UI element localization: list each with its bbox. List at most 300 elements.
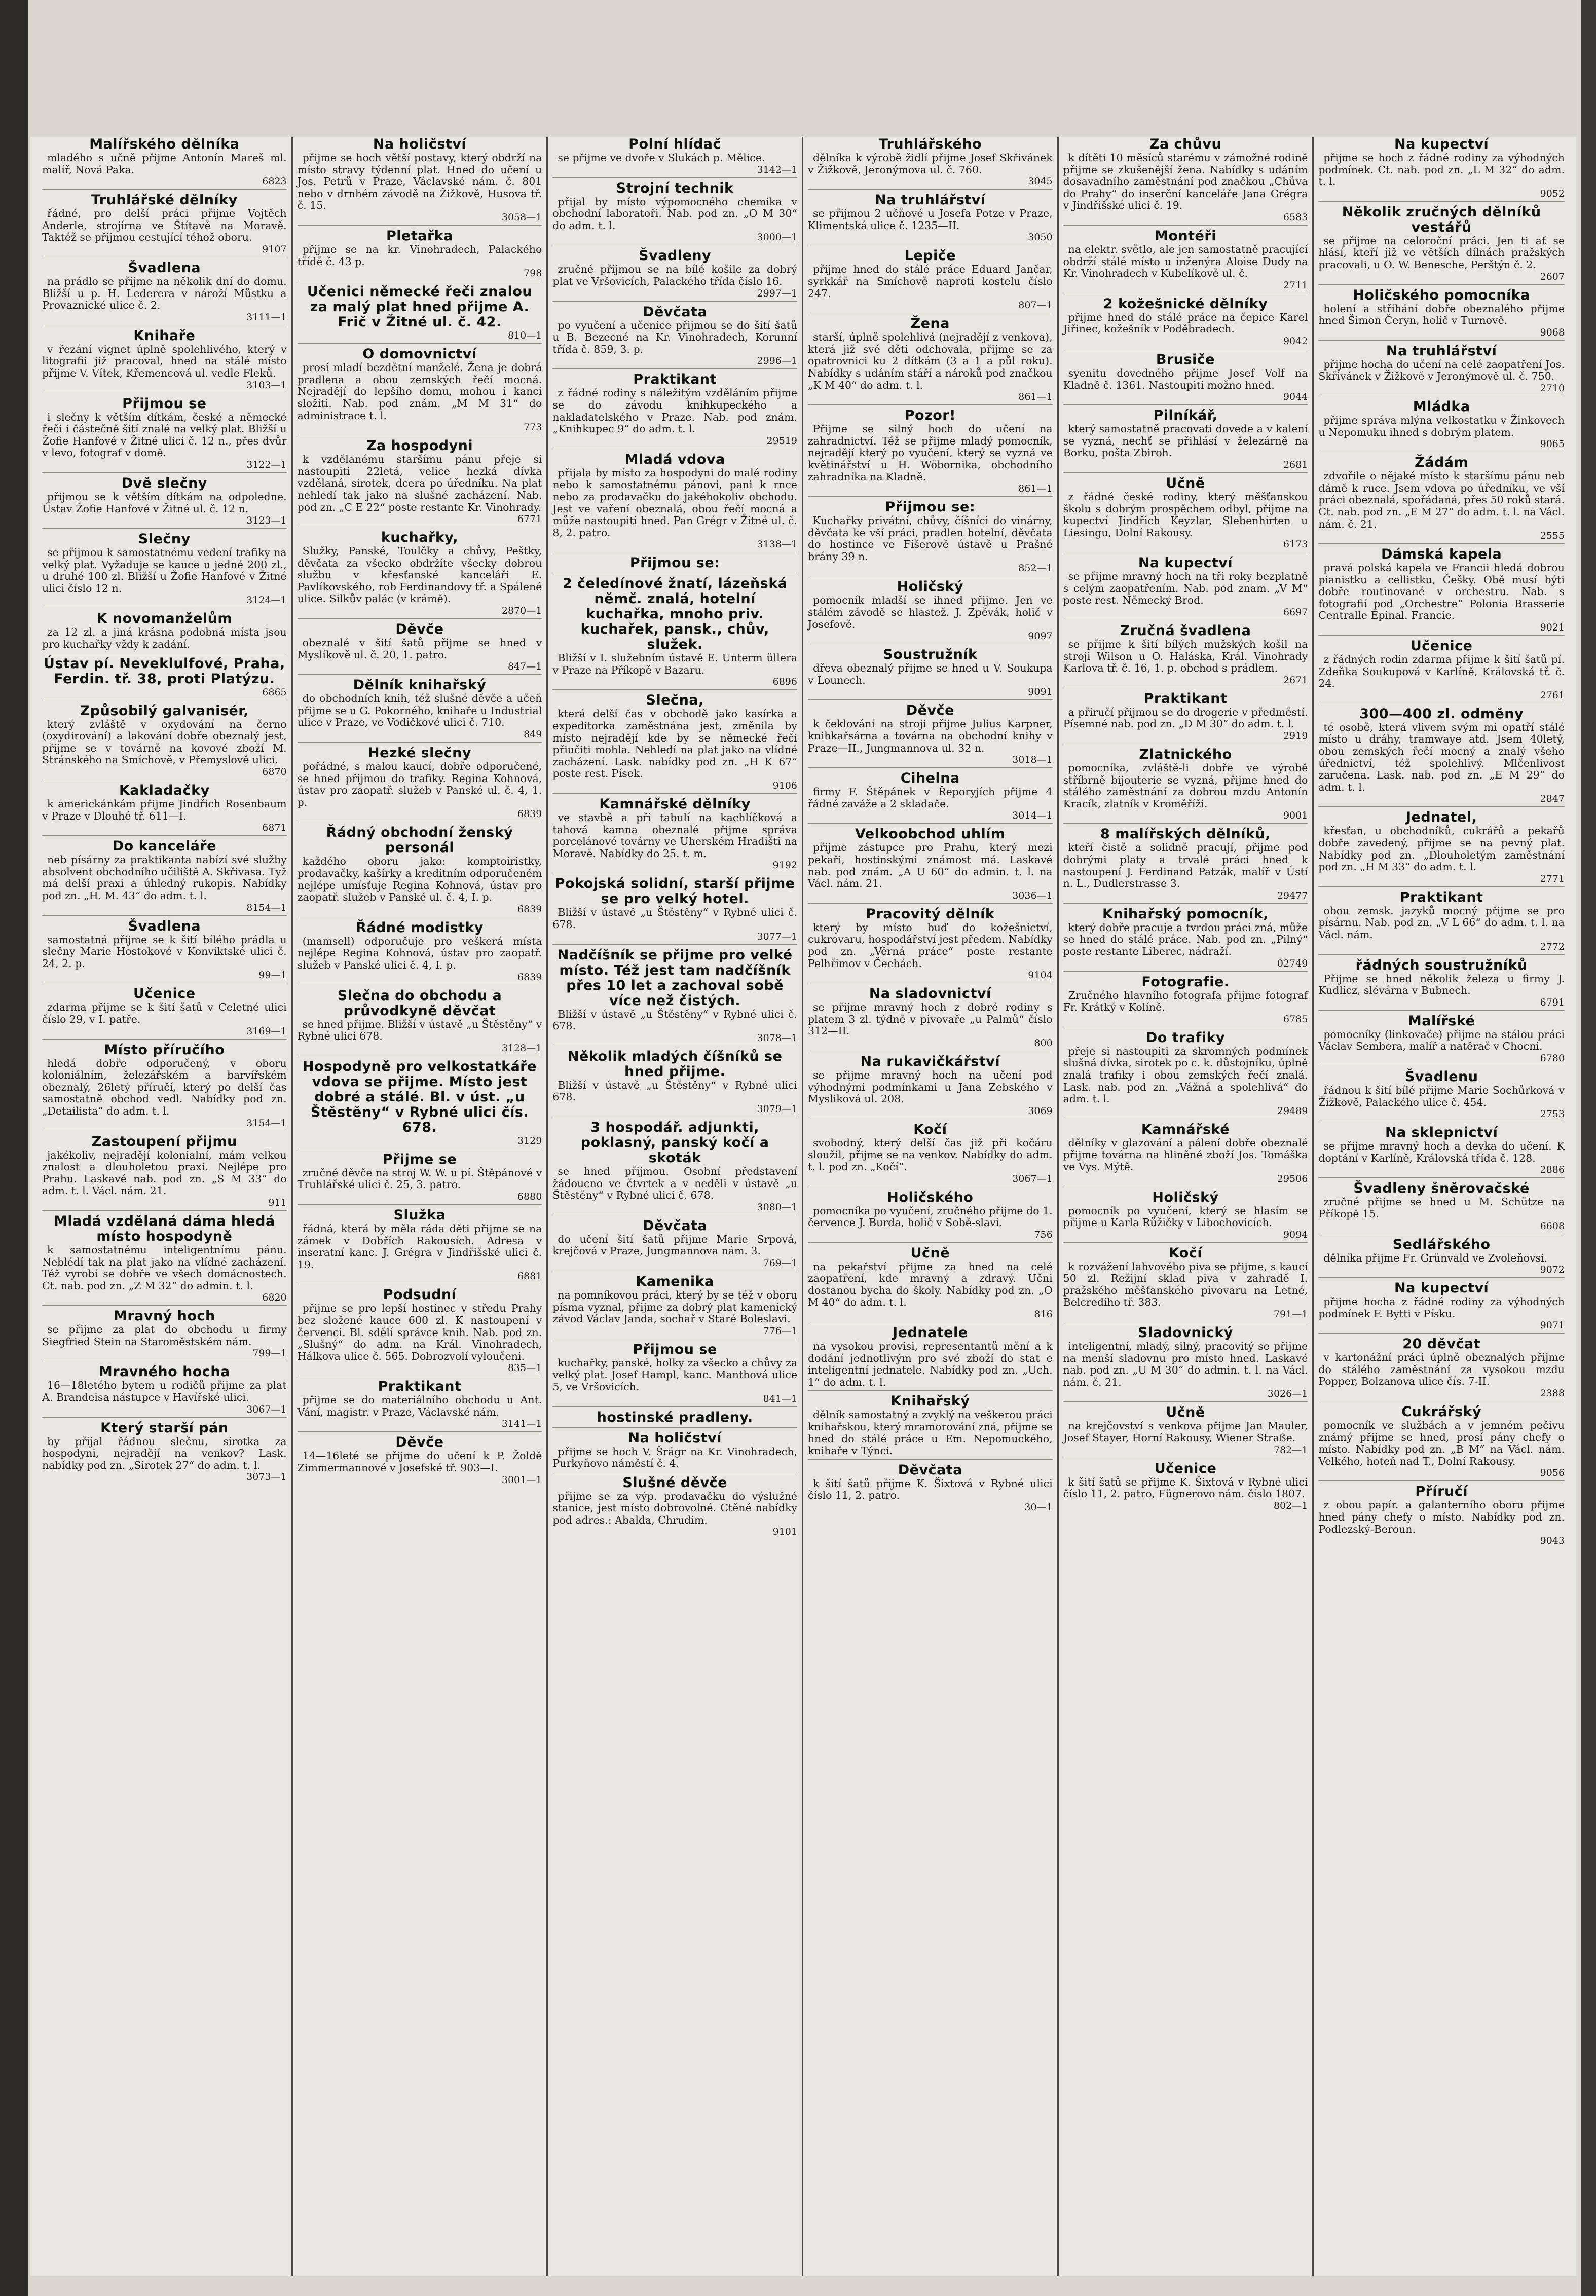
ad-headline: Učenice	[1154, 1460, 1217, 1476]
ad-headline: Který starší pán	[100, 1420, 229, 1436]
ad-text: Služky, Panské, Toulčky a chůvy, Peštky, děvčata za všecko obdržíte všecky dobrou službu v křesťanské kanceláři E. Pavlíkovského, rob Ferdinandovy tř. a Spálené ulice. Silkův palác (v krámě).	[297, 545, 542, 605]
ad-headline: Knihaře	[133, 327, 196, 344]
classified-columns	[38, 137, 1569, 2276]
classified-ad	[42, 1043, 287, 1131]
ad-headline: Příručí	[1415, 1484, 1468, 1500]
ad-headline: Na holičství	[628, 1430, 722, 1446]
ad-text: obou zemsk. jazyků mocný přijme se pro písárnu. Nab. pod zn. „V L 66“ do adm. t. l. na Václ. nám.	[1318, 904, 1565, 941]
classified-ad	[552, 1218, 797, 1271]
ad-column	[1314, 137, 1569, 2276]
ad-code: 3058—1	[501, 211, 542, 223]
ad-text: přijme zástupce pro Prahu, který mezi pekaři, hostinskými známost má. Laskavé nab. pod znám. „A U 60“ do admin. t. l. na Václ. nám. 21.	[807, 841, 1053, 890]
ad-headline: Holičský	[897, 579, 963, 595]
ad-text: by přijal řádnou slečnu, sirotka za hospodyni, nejradějí na venkov? Lask. nabídky pod zn. „Sirotek 27“ do adm. t. l.	[42, 1435, 287, 1471]
ad-headline: Malířské	[1407, 1013, 1475, 1029]
ad-code: 9044	[1283, 391, 1308, 403]
ad-text: se přijme ve dvoře v Slukách p. Mělice.	[558, 152, 765, 164]
classified-ad	[808, 1463, 1053, 1515]
ad-headline: Několik mladých číšníků se hned přijme.	[567, 1048, 783, 1080]
classified-ad	[298, 284, 542, 344]
classified-ad	[42, 919, 287, 984]
ad-code: 9052	[1540, 188, 1565, 199]
classified-ad	[1063, 352, 1308, 405]
ad-text: inteligentní, mladý, silný, pracovitý se přijme na menší sladovnu pro místo hned. Laskavé nab. pod zn. „U M 30“ do admin. t. l. na Václ. nám. č. 21.	[1063, 1340, 1308, 1388]
ad-code: 3078—1	[757, 1032, 797, 1044]
ad-headline: Kakladačky	[119, 783, 210, 799]
classified-ad	[1318, 1014, 1565, 1066]
ad-code: 3077—1	[757, 931, 797, 942]
ad-text: k dítěti 10 měsíců starému v zámožné rodině přijme se zkušenější žena. Nabídky s udáním dosavadního zaměstnání pod značkou „Chůva do Prahy“ do inserční kanceláře Jana Grégra v Jindřišské ulici č. 19.	[1063, 152, 1308, 212]
ad-text: se hned přijme. Bližší v ústavě „u Štěstěny“ v Rybné ulici 678.	[297, 1018, 542, 1043]
ad-code: 911	[268, 1197, 287, 1208]
ad-headline: Přijmou se	[122, 395, 207, 412]
ad-code: 810—1	[507, 330, 542, 342]
ad-code: 861—1	[1018, 483, 1053, 495]
ad-headline: Žena	[910, 316, 950, 332]
ad-text: pomocníka po vyučení, zručného přijme do 1. července J. Burda, holič v Sobě-slavi.	[807, 1204, 1053, 1229]
ad-code: 3045	[1028, 176, 1053, 188]
ad-text: která delší čas v obchodě jako kasírka a expeditorka zaměstnána jest, změnila by místo nejradějí kde by se německé řeči přiučiti mohla. Nehledí na plat jako na vlídné zacházení. Lask. nabídky pod zn. „H K 67“ poste rest. Písek.	[552, 708, 797, 780]
ad-text: dělníka přijme Fr. Grünvald ve Zvoleňovsi.	[1323, 1251, 1548, 1264]
ad-text: kteří čistě a solidně pracují, přijme pod dobrými platy a trvalé práci hned k nastoupení J. Ferdinand Patzák, malíř v Ústí n. L., Dudlerstrasse 3.	[1063, 841, 1308, 890]
ad-code: 2886	[1540, 1164, 1565, 1176]
classified-ad	[552, 1410, 797, 1428]
classified-ad	[552, 372, 797, 449]
classified-ad	[552, 1120, 797, 1215]
ad-text: přijme se pro lepší hostinec v středu Prahy bez složené kauce 600 zl. K nastoupení v červenci. Bl. sdělí správce knih. Nab. pod zn. „Slušný“ do adm. na Král. Vinohradech, Hálkova ulice č. 565. Dobrozvolí vyloučeni.	[297, 1302, 542, 1362]
ad-code: 02749	[1277, 957, 1308, 969]
ad-text: i slečny k větším dítkám, české a německé řeči i částečně šití znalé na velký plat. Bližší u Žofie Hanfové v Žitné ulici č. 12 n., přes dvůr v levo, fotograf v domě.	[42, 411, 287, 459]
classified-ad	[42, 839, 287, 915]
ad-text: se přijme mravný hoch z dobré rodiny s platem 3 zl. týdně v pivovaře „u Palmů“ číslo 312—II.	[807, 1001, 1053, 1038]
ad-code: 6823	[262, 176, 287, 188]
classified-ad	[552, 948, 797, 1046]
ad-text: do obchodních knih, též slušné děvče a učeň přijme se u G. Pokorného, knihaře u Industrial ulice v Praze, ve Vodičkové ulici č. 710.	[297, 692, 542, 729]
ad-text: k čeklování na stroji přijme Julius Karpner, knihkařsárna a továrna na obchodní knihy v Praze—II., Jungmannova ul. 32 n.	[807, 718, 1053, 754]
classified-ad	[298, 1152, 542, 1205]
ad-text: na vysokou provisi, representantů mění a k dodání jednotlivým pro své zboží do stat e inteligentní jednatele. Nabídky pod zn. „Uch. 1“ do adm. t. l.	[807, 1340, 1053, 1388]
ad-headline: Hezké slečny	[367, 745, 471, 761]
ad-code: 6820	[262, 1292, 287, 1304]
ad-text: té osobě, která vlivem svým mi opatří stálé místo u dráhy, tramwaye atd. Jsem 40letý, obou zemských řečí mocný a znalý všeho úřednictví, též spolehlivý. Mlčenlivost zaručena. Lask. nab. pod zn. „E M 29“ do adm. t. l.	[1318, 721, 1565, 793]
classified-ad	[1318, 205, 1565, 285]
classified-ad	[1318, 890, 1565, 955]
ad-headline: Mravný hoch	[113, 1308, 215, 1324]
classified-ad	[552, 181, 797, 246]
ad-text: pravá polská kapela ve Francii hledá dobrou pianistku a cellistku, Češky. Obě musí býti dobře routinované v orchestru. Nab. s fotografií pod „Orchestre“ Polonia Brasserie Centralle Epinal. Francie.	[1318, 562, 1565, 622]
ad-text: dělníky v glazování a pálení dobře obeznalé přijme továrna na hliněné zboží Jos. Tomáška ve Vys. Mýtě.	[1063, 1136, 1308, 1173]
ad-headline: Učně	[1166, 475, 1205, 491]
classified-ad	[552, 137, 797, 178]
ad-headline: Na kupectví	[1394, 137, 1489, 152]
ad-code: 6173	[1283, 539, 1308, 550]
ad-code: 3069	[1028, 1105, 1053, 1117]
ad-code: 9106	[772, 780, 797, 792]
classified-ad	[552, 305, 797, 369]
ad-code: 9097	[1028, 631, 1053, 642]
classified-ad	[1063, 1325, 1308, 1402]
ad-headline: Služka	[393, 1207, 446, 1223]
ad-headline: Velkoobchod uhlím	[855, 826, 1006, 842]
ad-code: 800	[1034, 1037, 1053, 1049]
ad-headline: Švadleny	[639, 248, 712, 264]
classified-ad	[298, 1379, 542, 1432]
ad-headline: řádných soustružníků	[1355, 957, 1528, 973]
ad-code: 2555	[1540, 530, 1565, 542]
classified-ad	[808, 1246, 1053, 1322]
ad-code: 3026—1	[1267, 1388, 1308, 1400]
ad-headline: Švadlenu	[1404, 1068, 1478, 1085]
classified-ad	[1063, 556, 1308, 620]
ad-headline: Cukrářský	[1401, 1404, 1482, 1420]
classified-ad	[552, 876, 797, 944]
scan-border-right	[1581, 0, 1596, 2296]
ad-text: se přijmou k samostatnému vedení trafiky na velký plat. Vyžaduje se kauce u jedné 200 zl., u druhé 100 zl. Bližší u Žofie Hanfové v Žitné ulici číslo 12 n.	[42, 546, 287, 595]
classified-ad	[42, 1309, 287, 1361]
classified-ad	[1318, 1181, 1565, 1234]
ad-text: kuchařky, panské, holky za všecko a chůvy za velký plat. Josef Hampl, kanc. Manthová ulice 5, ve Vršovicích.	[552, 1356, 797, 1393]
ad-headline: Na rukavičkářství	[860, 1053, 1000, 1069]
classified-ad	[1063, 1246, 1308, 1322]
ad-text: se přijme za plat do obchodu u firmy Siegfried Stein na Staroměstském nám.	[42, 1323, 287, 1348]
ad-headline: Sedlářského	[1392, 1236, 1491, 1252]
ad-headline: Přijme se	[382, 1151, 457, 1167]
ad-text: přijme se hoch větší postavy, který obdrží na místo stravy týdenní plat. Hned do učení u Jos. Petrů v Praze, Václavské nám. č. 801 nebo v drnhém závodě na Žižkově, Husova tř. č. 15.	[297, 152, 542, 212]
classified-ad	[298, 229, 542, 281]
ad-code: 841—1	[763, 1393, 797, 1404]
classified-ad	[298, 920, 542, 985]
ad-headline: 300—400 zl. odměny	[1359, 706, 1524, 722]
ad-code: 9043	[1540, 1535, 1565, 1547]
ad-code: 3103—1	[246, 379, 287, 391]
ad-headline: Praktikant	[1143, 690, 1228, 707]
ad-headline: Sladovnický	[1138, 1325, 1233, 1341]
classified-ad	[1063, 476, 1308, 552]
classified-ad	[1063, 1405, 1308, 1458]
classified-ad	[552, 248, 797, 301]
ad-headline: Za hospodyni	[366, 438, 473, 454]
ad-code: 29519	[766, 435, 797, 447]
ad-code: 835—1	[507, 1362, 542, 1374]
ad-headline: 20 děvčat	[1402, 1336, 1481, 1352]
ad-code: 3000—1	[757, 232, 797, 243]
ad-text: zručné děvče na stroj W. W. u pí. Štěpánové v Truhlářské ulici č. 25, 3. patro.	[297, 1166, 542, 1191]
ad-code: 3079—1	[757, 1103, 797, 1115]
classified-ad	[808, 248, 1053, 313]
ad-text: firmy F. Štěpánek v Řeporyjích přijme 4 řádné zaváže a 2 skladače.	[807, 786, 1053, 810]
classified-ad	[42, 656, 287, 700]
ad-code: 769—1	[763, 1257, 797, 1269]
classified-ad	[1063, 975, 1308, 1027]
classified-ad	[1063, 1461, 1308, 1513]
ad-headline: Jednatele	[893, 1325, 968, 1341]
classified-ad	[1063, 297, 1308, 349]
ad-code: 9101	[772, 1526, 797, 1538]
classified-ad	[42, 137, 287, 190]
ad-headline: Slečna,	[646, 692, 704, 709]
ad-text: křesťan, u obchodníků, cukrářů a pekařů dobře zavedený, přijme se na pevný plat. Nabídky pod zn. „Dlouholetým zaměstnání pod zn. „H M 33“ do adm. t. l.	[1318, 825, 1565, 873]
ad-text: přijme hocha do učení na celé zaopatření Jos. Skřivánek v Žižkově v Jeronýmově ul. č. 750.	[1318, 358, 1565, 383]
ad-code: 3123—1	[246, 515, 287, 527]
ad-code: 9107	[262, 243, 287, 255]
ad-text: z řádné rodiny s náležitým vzděláním přijme se do závodu knihkupeckého a nakladatelského v Praze. Nab. pod znám. „Knihkupec 9“ do adm. t. l.	[552, 387, 797, 435]
classified-ad	[1063, 1190, 1308, 1243]
ad-headline: Jednatel,	[1405, 809, 1477, 826]
ad-headline: Děvče	[395, 621, 444, 638]
ad-code: 2919	[1283, 730, 1308, 742]
ad-code: 6871	[262, 822, 287, 834]
ad-code: 791—1	[1273, 1309, 1308, 1320]
ad-text: přijme se hoch z řádné rodiny za výhodných podmínek. Ct. nab. pod zn. „L M 32“ do adm. t. l.	[1318, 152, 1565, 188]
classified-ad	[552, 452, 797, 553]
ad-code: 6697	[1283, 607, 1308, 618]
ad-text: dřeva obeznalý přijme se hned u V. Soukupa v Lounech.	[807, 662, 1053, 686]
classified-ad	[298, 1287, 542, 1376]
classified-ad	[1318, 639, 1565, 703]
classified-ad	[808, 771, 1053, 824]
classified-ad	[552, 693, 797, 794]
ad-code: 6785	[1283, 1013, 1308, 1025]
ad-code: 6870	[262, 766, 287, 778]
ad-headline: Žádám	[1415, 455, 1469, 471]
classified-ad	[1063, 907, 1308, 972]
ad-code: 9091	[1028, 686, 1053, 698]
ad-headline: Pletařka	[386, 228, 453, 244]
classified-ad	[1063, 747, 1308, 824]
ad-code: 861—1	[1018, 391, 1053, 403]
ad-text: řádné, pro delší práci přijme Vojtěch Anderle, strojírna ve Štítavě na Moravě. Taktéž se přijmou cestující téhož oboru.	[42, 207, 287, 244]
ad-headline: Řádné modistky	[355, 919, 484, 936]
ad-code: 6780	[1540, 1052, 1565, 1064]
classified-ad	[552, 1475, 797, 1540]
ad-text: řádná, která by měla ráda děti přijme se na zámek v Dobřích Rakousích. Adresa v inseratní kanc. J. Grégra v Jindřišské ulici č. 19.	[297, 1222, 542, 1271]
classified-ad	[42, 986, 287, 1039]
ad-text: na elektr. světlo, ale jen samostatně pracující obdrží stálé místo u inženýra Aloise Dudy na Kr. Vinohradech v Kubelíkově ul. č.	[1063, 243, 1308, 280]
ad-code: 9042	[1283, 335, 1308, 347]
ad-column	[548, 137, 803, 2276]
ad-code: 6583	[1283, 211, 1308, 223]
ad-text: se přijme na celoroční práci. Jen ti ať se hlásí, kteří již ve větších dílnách pražských pracovali, u O. W. Benesche, Perštýn č. 2.	[1318, 234, 1565, 271]
ad-headline: Slečny	[138, 531, 191, 547]
ad-headline: Na kupectví	[1138, 555, 1233, 571]
ad-text: pomocníka, zvláště-li dobře ve výrobě stříbrně bijouterie se vyzná, přijme hned do stálého zaměstnání za dobrou mzdu Antonín Kracík, zlatník v Kroměříži.	[1063, 762, 1308, 810]
ad-text: z řádných rodin zdarma přijme k šití šatů pí. Zdeňka Soukupová v Karlíně, Královská tř. č. 24.	[1318, 653, 1565, 690]
ad-headline: Děvče	[395, 1434, 444, 1451]
ad-headline: Mládka	[1413, 398, 1470, 415]
ad-headline: Zručná švadlena	[1120, 623, 1251, 639]
classified-ad	[1318, 1404, 1565, 1481]
ad-code: 776—1	[763, 1325, 797, 1337]
ad-code: 3122—1	[246, 459, 287, 470]
ad-headline: Truhlářského	[878, 137, 982, 152]
ad-headline: Hospodyně pro velkostatkáře vdova se přijme. Místo jest dobré a stálé. Bl. v úst. „u Štěstěny“ v Rybné ulici čís. 678.	[303, 1058, 537, 1135]
ad-code: 3128—1	[501, 1042, 542, 1054]
ad-headline: Praktikant	[378, 1379, 462, 1395]
ad-code: 29489	[1277, 1105, 1308, 1117]
ad-text: pomocníky (linkovače) přijme na stálou práci Václav Sembera, malíř a natěrač v Chocni.	[1318, 1028, 1565, 1053]
classified-ad	[42, 193, 287, 257]
ad-code: 852—1	[1018, 563, 1053, 574]
ad-text: starší, úplně spolehlivá (nejradějí z venkova), která již své děti odchovala, přijme se za opatrovnici ku 2 dítkám (3 a 1 a půl roku). Nabídky s udáním stáří a nároků pod značkou „K M 40“ do adm. t. l.	[807, 331, 1053, 391]
ad-text: přijme hned do stálé práce na čepice Karel Jiřinec, kožešník v Poděbradech.	[1063, 311, 1308, 336]
ad-text: který samostatně pracovati dovede a v kalení se vyzná, nechť se přihlásí v železárně na Borku, pošta Zbiroh.	[1063, 423, 1308, 459]
ad-code: 2997—1	[757, 287, 797, 299]
ad-headline: Truhlářské dělníky	[91, 192, 238, 208]
ad-headline: Strojní technik	[616, 180, 734, 196]
classified-ad	[298, 347, 542, 435]
ad-text: pomocník ve službách a v jemném pečivu známý přijme se hned, prosí pány chefy o místo. Nabídky pod zn. „B M“ na Václ. nám. Velkého, hoteň nad T., Dolní Rakousy.	[1318, 1419, 1565, 1467]
ad-text: se přijmou 2 učňové u Josefa Potze v Praze, Klimentská ulice č. 1235—II.	[807, 207, 1053, 232]
ad-code: 3018—1	[1012, 754, 1053, 766]
ad-headline: Lepiče	[904, 248, 956, 264]
classified-ad	[1318, 1069, 1565, 1122]
ad-code: 3154—1	[246, 1117, 287, 1129]
ad-headline: Slušné děvče	[622, 1474, 727, 1491]
ad-headline: Nadčíšník se přijme pro velké místo. Též jest tam nadčíšník přes 10 let a zachoval sobě více než čistých.	[557, 947, 793, 1009]
ad-text: přijme se do materiálního obchodu u Ant. Vání, magistr. v Praze, Václavské nám.	[297, 1394, 542, 1418]
ad-headline: Cihelna	[900, 770, 960, 787]
ad-text: prosí mladí bezdětní manželé. Žena je dobrá pradlena a obou zemských řečí mocná. Nejradějí do lepšího domu, mohou i kanci složiti. Nab. pod znám. „M M 31“ do administrace t. l.	[297, 361, 542, 422]
ad-text: k samostatnému inteligentnímu pánu. Neblédí tak na plat jako na vlídné zacházení. Též vyrobí se dobře ve všech domácnostech. Ct. nab. pod zn. „Z M 32“ do admin. t. l.	[42, 1243, 287, 1292]
ad-code: 9072	[1540, 1264, 1565, 1276]
ad-code: 9065	[1540, 438, 1565, 450]
ad-code: 9071	[1540, 1320, 1565, 1331]
ad-headline: Děvčata	[643, 1217, 708, 1234]
ad-text: se přijme mravný hoch na učení pod výhodnými podmínkami u Jana Zebského v Mysliková ul. 208.	[807, 1068, 1053, 1105]
ad-headline: Kočí	[913, 1121, 947, 1137]
ad-code: 3111—1	[246, 311, 287, 323]
ad-text: přijme správa mlýna velkostatku v Žinkovech u Nepomuku ihned s dobrým platem.	[1318, 414, 1565, 438]
ad-text: se přijme mravný hoch a devka do učení. K doptání v Karlíně, Královská třída č. 128.	[1318, 1140, 1565, 1164]
ad-headline: Do kanceláře	[112, 838, 216, 855]
ad-code: 2711	[1283, 279, 1308, 291]
classified-ad	[808, 1394, 1053, 1459]
ad-headline: Učně	[910, 1245, 950, 1261]
ad-code: 3124—1	[246, 595, 287, 606]
ad-headline: Montéři	[1155, 228, 1216, 244]
ad-text: samostatná přijme se k šití bílého prádla u slečny Marie Hostokové v Konviktské ulici č. 24, 2. p.	[42, 933, 287, 970]
ad-text: Bližší v ústavě „u Štěstěny“ v Rybné ulici č. 678.	[552, 1008, 797, 1032]
ad-headline: O domovnictví	[362, 346, 477, 362]
ad-code: 9068	[1540, 326, 1565, 338]
ad-text: přijme hocha z řádné rodiny za výhodných podmínek F. Bytti v Písku.	[1318, 1295, 1565, 1320]
ad-text: mladého s učně přijme Antonín Mareš ml. malíř, Nová Paka.	[42, 152, 287, 176]
ad-text: zdvořile o nějaké místo k staršímu pánu neb dámě k ruce. Jsem vdova po úředníku, ve vší práci obeznalá, spořádaná, přes 50 roků stará. Ct. nab. pod zn. „E M 27“ do adm. t. l. na Václ. nám. č. 21.	[1318, 470, 1565, 530]
classified-ad	[1318, 1337, 1565, 1401]
ad-text: k šití šatů se přijme K. Šixtová v Rybné ulici číslo 11, 2. patro, Fügnerovo nám. číslo 1807.	[1063, 1475, 1308, 1500]
classified-ad	[552, 1342, 797, 1407]
ad-headline: Pozor!	[904, 408, 956, 424]
ad-code: 798	[524, 268, 542, 279]
ad-headline: Kamenika	[636, 1273, 714, 1289]
classified-ad	[298, 1059, 542, 1149]
ad-code: 2771	[1540, 873, 1565, 884]
ad-code: 3073—1	[246, 1471, 287, 1483]
ad-code: 773	[524, 422, 542, 433]
ad-code: 3067—1	[246, 1403, 287, 1415]
classified-ad	[298, 746, 542, 822]
classified-ad	[298, 622, 542, 675]
classified-ad	[808, 1190, 1053, 1243]
ad-text: holení a stříhání dobře obeznalého přijme hned Šimon Čeryn, holič v Turnově.	[1318, 302, 1565, 327]
ad-text: z řádné české rodiny, který měšťanskou školu s dobrým prospěchem odbyl, přijme na kupectví Jindřich Keyzlar, Slebenhirten u Liesingu, Dolní Rakousy.	[1063, 490, 1308, 539]
classified-ad	[552, 1274, 797, 1339]
classified-ad	[298, 438, 542, 527]
ad-headline: Zastoupení přijmu	[91, 1133, 237, 1150]
ad-text: přeje si nastoupiti za skromných podmínek slušná dívka, sirotek po c. k. důstojníku, úplně znalá trafiky i obou zemských řečí znalá. Lask. nab. pod zn. „Vážná a spolehlivá“ do adm. t. l.	[1063, 1045, 1308, 1105]
ad-text: se přijme mravný hoch na tři roky bezplatně s celým zaopatřením. Nab. pod znam. „V M“ poste rest. Německý Brod.	[1063, 570, 1308, 607]
classified-ad	[42, 328, 287, 393]
ad-headline: Kamnářské dělníky	[599, 796, 751, 812]
ad-text: přijmou se k větším dítkám na odpoledne. Ústav Žofie Hanfové v Žitné ul. č. 12 n.	[42, 490, 287, 515]
ad-text: Bližší v I. služebním ústavě E. Unterm üllera v Praze na Příkopě v Bazaru.	[552, 652, 797, 676]
classified-ad	[1318, 958, 1565, 1011]
classified-ad	[808, 1325, 1053, 1391]
ad-headline: Přijmou se	[633, 1341, 717, 1357]
ad-text: který by místo buď do kožešnictví, cukrovaru, hospodářství jest předem. Nabídky pod zn. „Věrná práce“ poste restante Pelhřimov v Čechách.	[807, 921, 1053, 970]
ad-text: Přijme se silný hoch do učení na zahradnictví. Též se přijme mladý pomocník, nejradějí který po vyučení, který se vyzná ve květinářství u H. Wöbornika, obchodního zahradníka na Kladně.	[807, 423, 1053, 483]
ad-headline: Způsobilý galvanisér,	[80, 702, 249, 719]
ad-headline: Podsudní	[383, 1287, 457, 1303]
classified-ad	[1318, 547, 1565, 636]
ad-code: 3142—1	[757, 164, 797, 175]
classified-ad	[808, 316, 1053, 405]
classified-ad	[298, 1208, 542, 1284]
ad-headline: Děvčata	[643, 304, 708, 320]
ad-code: 6839	[517, 971, 542, 983]
classified-ad	[42, 1134, 287, 1211]
ad-column	[803, 137, 1059, 2276]
ad-headline: hostinské pradleny.	[597, 1409, 753, 1425]
classified-ad	[42, 396, 287, 473]
ad-text: za 12 zl. a jiná krásna podobná místa jsou pro kuchařky vždy k zadání.	[42, 626, 287, 651]
classified-ad	[808, 647, 1053, 700]
ad-headline: Na sklepnictví	[1385, 1125, 1498, 1141]
ad-text: přijme se hoch V. Šrágr na Kr. Vinohradech, Purkyňovo náměstí č. 4.	[552, 1445, 797, 1470]
ad-text: do učení šití šatů přijme Marie Srpová, krejčová v Praze, Jungmannova nám. 3.	[552, 1233, 797, 1257]
ad-text: v kartonážní práci úplně obeznalých přijme do stálého zaměstnání za vysokou mzdu Popper, Bolzanova ulice čís. 7-II.	[1318, 1351, 1565, 1388]
ad-code: 8154—1	[246, 902, 287, 913]
ad-code: 2671	[1283, 674, 1308, 686]
ad-text: Přijme se hned několik železa u firmy J. Kudlicz, slévárna v Bubnech.	[1318, 972, 1565, 997]
ad-text: který dobře pracuje a tvrdou práci zná, může se hned do stálé práce. Nab. pod zn. „Pilný“ poste restante Liberec, nádraží.	[1063, 921, 1308, 957]
ad-headline: Dámská kapela	[1381, 546, 1502, 563]
ad-code: 3141—1	[501, 1418, 542, 1430]
ad-code: 756	[1034, 1229, 1053, 1240]
ad-text: ve stavbě a při tabulí na kachlíčková a tahová kamna obeznalé přijme správa porcelánové továrny ve Uherském Hradišti na Moravě. Nabídky do 25. t. m.	[552, 811, 797, 860]
ad-headline: Na truhlářství	[1386, 343, 1497, 359]
ad-text: přijala by místo za hospodyni do malé rodiny nebo k samostatnému pánovi, pani k rnce nebo za prodavačku do jakéhokoliv obchodu. Jest ve vaření obeznalá, obou řečí mocná a může nastoupiti hned. Pan Grégr v Žitné ul. č. 8, 2. patro.	[552, 466, 797, 539]
classified-ad	[1318, 810, 1565, 886]
ad-text: hledá dobře odporučený, v oboru koloniálním, železářském a barvířském obeznalý, 26letý příručí, který po delší čas samostatně obchod vedl. Nabídky pod zn. „Detailista“ do adm. t. l.	[42, 1057, 287, 1117]
ad-text: zdarma přijme se k šití šatů v Celetné ulici číslo 29, v I. patře.	[42, 1001, 287, 1025]
ad-headline: Do trafiky	[1145, 1029, 1226, 1046]
classified-ad	[808, 703, 1053, 768]
ad-code: 2870—1	[501, 605, 542, 617]
ad-code: 2761	[1540, 689, 1565, 701]
ad-headline: Mladá vdova	[624, 451, 725, 467]
ad-headline: Ústav pí. Neveklulfové, Praha, Ferdin. tř. 38, proti Platýzu.	[43, 655, 285, 687]
ad-text: svobodný, který delší čas již při kočáru sloužil, přijme se na venkov. Nabídky do adm. t. l. pod zn. „Kočí“.	[807, 1136, 1053, 1173]
ad-text: pomocník mladší se ihned přijme. Jen ve stálém závodě se hlastež. J. Zpěvák, holič v Josefově.	[807, 594, 1053, 631]
ad-text: na prádlo se přijme na několik dní do domu. Bližší u p. H. Lederera v nároží Můstku a Provaznické ulice č. 2.	[42, 275, 287, 312]
classified-ad	[42, 476, 287, 529]
classified-ad	[42, 1214, 287, 1306]
ad-text: Bližší v ústavě „u Štěstěny“ v Rybné ulici č. 678.	[552, 906, 797, 931]
ad-headline: Místo příručího	[104, 1042, 225, 1058]
ad-code: 2681	[1283, 459, 1308, 470]
classified-ad	[298, 825, 542, 917]
